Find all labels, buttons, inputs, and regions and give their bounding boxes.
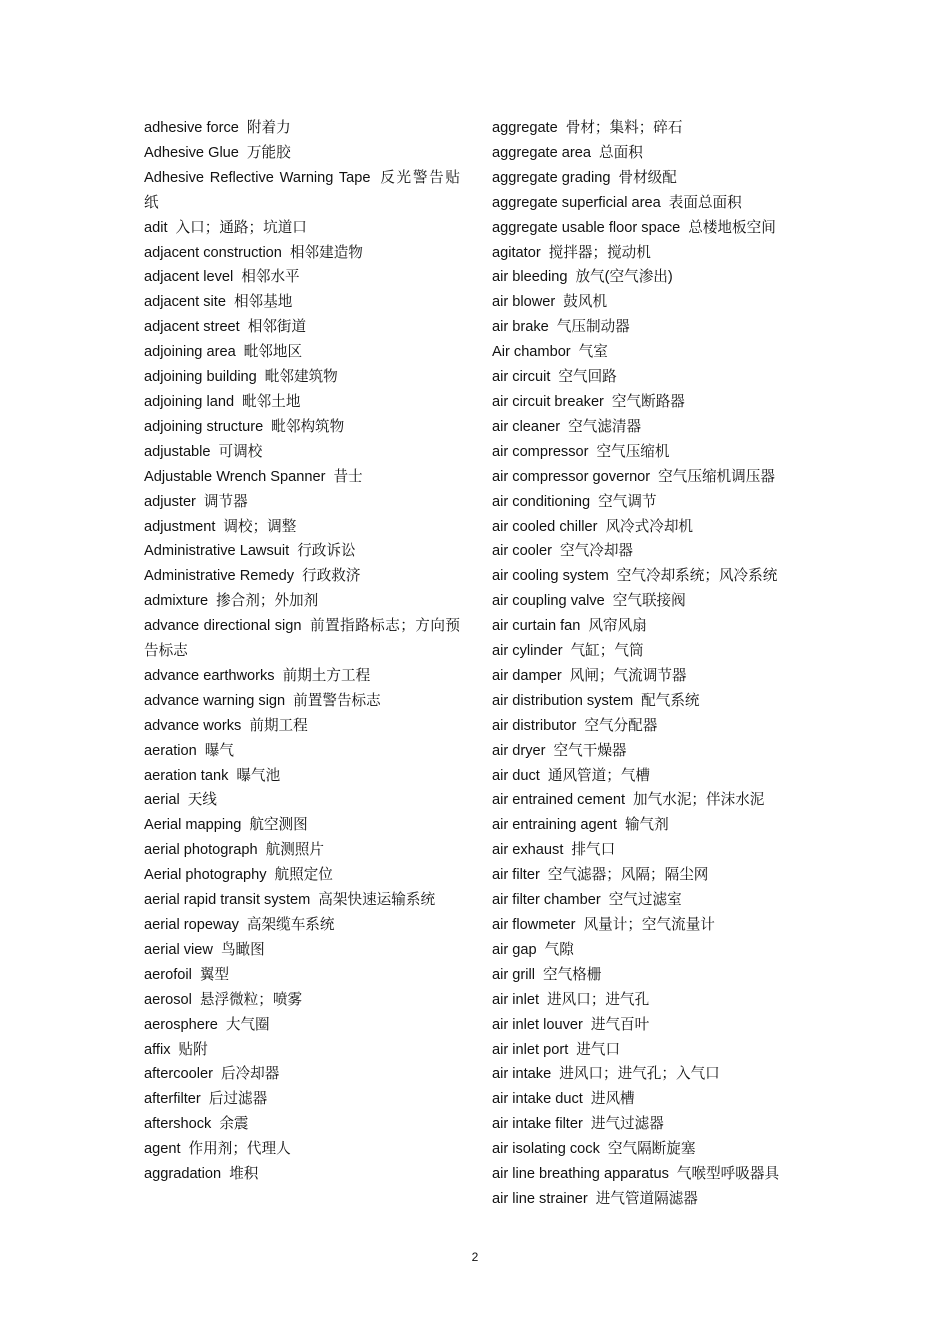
- term-english: air coupling valve: [492, 593, 605, 610]
- glossary-entry: [144, 166, 460, 216]
- term-chinese: 空气隔断旋塞: [607, 1141, 696, 1158]
- term-chinese: 气室: [578, 344, 608, 361]
- term-english: Administrative Lawsuit: [144, 543, 290, 560]
- term-chinese: 相邻水平: [241, 269, 300, 286]
- glossary-entry: [144, 589, 460, 614]
- glossary-entry: [144, 689, 460, 714]
- term-english: air entrained cement: [492, 792, 626, 809]
- term-chinese: 输气剂: [624, 817, 669, 834]
- term-chinese: 进气管道隔滤器: [595, 1190, 698, 1207]
- glossary-entry: [144, 465, 460, 490]
- glossary-entry: [492, 813, 822, 838]
- glossary-entry: [144, 290, 460, 315]
- glossary-entry: [144, 1062, 460, 1087]
- term-chinese: 天线: [187, 792, 217, 809]
- term-english: air circuit: [492, 369, 551, 386]
- term-english: admixture: [144, 593, 209, 610]
- term-english: Air chambor: [492, 344, 571, 361]
- term-chinese: 行政救济: [302, 568, 361, 585]
- glossary-entry: [492, 290, 822, 315]
- glossary-entry: [492, 963, 822, 988]
- term-chinese: 昔士: [333, 468, 363, 485]
- term-chinese: 毗邻土地: [242, 393, 301, 410]
- term-english: adhesive force: [144, 120, 239, 136]
- term-chinese: 毗邻建筑物: [264, 369, 338, 386]
- term-english: adjoining structure: [144, 418, 264, 435]
- term-english: aggregate grading: [492, 169, 611, 186]
- glossary-entry: [492, 539, 822, 564]
- term-english: aerial rapid transit system: [144, 892, 311, 909]
- term-chinese: 后冷却器: [220, 1066, 280, 1083]
- term-english: aftercooler: [144, 1066, 213, 1083]
- term-english: aeration tank: [144, 767, 229, 784]
- glossary-entry: [492, 141, 822, 166]
- glossary-entry: [492, 116, 822, 141]
- glossary-entry: [144, 664, 460, 689]
- glossary-entry: [492, 1087, 822, 1112]
- term-chinese: 空气压缩机调压器: [658, 468, 775, 485]
- glossary-entry: [144, 564, 460, 589]
- term-english: aggregate: [492, 120, 558, 136]
- glossary-entry: [144, 216, 460, 241]
- term-chinese: 配气系统: [641, 692, 700, 709]
- term-english: Aerial photography: [144, 867, 267, 884]
- term-english: adjacent level: [144, 269, 234, 286]
- term-english: adjoining area: [144, 344, 236, 361]
- term-chinese: 空气联接阀: [612, 593, 686, 610]
- term-chinese: 气喉型呼吸器具: [676, 1166, 780, 1183]
- term-chinese: 骨材；集料；碎石: [565, 120, 683, 136]
- term-chinese: 空气冷却器: [560, 543, 634, 560]
- term-chinese: 风帘风扇: [588, 618, 647, 635]
- term-chinese: 调校；调整: [223, 518, 297, 535]
- glossary-entry: [144, 739, 460, 764]
- term-chinese: 表面总面积: [668, 194, 742, 211]
- glossary-entry: [492, 440, 822, 465]
- term-chinese: 进风口；进气孔；入气口: [559, 1066, 720, 1083]
- term-english: air curtain fan: [492, 618, 581, 635]
- glossary-entry: [144, 988, 460, 1013]
- term-chinese: 曝气池: [236, 767, 281, 784]
- term-chinese: 堆积: [229, 1166, 259, 1183]
- term-chinese: 放气(空气渗出): [575, 269, 673, 286]
- term-chinese: 风量计；空气流量计: [583, 917, 715, 933]
- glossary-entry: [492, 589, 822, 614]
- glossary-entry: [144, 365, 460, 390]
- glossary-entry: [492, 191, 822, 216]
- term-chinese: 曝气: [204, 742, 234, 759]
- glossary-entry: [492, 988, 822, 1013]
- glossary-entry: [144, 1162, 460, 1187]
- glossary-entry: [492, 415, 822, 440]
- glossary-entry: [492, 1038, 822, 1063]
- glossary-entry: [144, 888, 460, 913]
- term-english: air cleaner: [492, 418, 561, 435]
- term-english: aerial view: [144, 941, 213, 958]
- term-english: aftershock: [144, 1116, 212, 1133]
- term-chinese: 空气格栅: [542, 966, 602, 983]
- glossary-entry: [492, 365, 822, 390]
- term-english: aggradation: [144, 1166, 222, 1183]
- term-chinese: 进气过滤器: [590, 1116, 664, 1133]
- term-english: advance directional sign: [144, 618, 302, 635]
- term-chinese: 相邻基地: [233, 294, 293, 311]
- glossary-entry: [492, 241, 822, 266]
- term-english: Administrative Remedy: [144, 568, 295, 585]
- term-chinese: 风闸；气流调节器: [569, 667, 687, 684]
- term-chinese: 前置警告标志: [293, 692, 381, 709]
- term-english: adjoining building: [144, 369, 257, 386]
- term-english: air filter chamber: [492, 892, 601, 909]
- term-chinese: 前期土方工程: [282, 667, 371, 684]
- term-chinese: 风冷式冷却机: [605, 518, 694, 535]
- term-english: aerial: [144, 792, 180, 809]
- term-chinese: 前置指路标志；方向预告标志: [144, 618, 460, 660]
- term-chinese: 总楼地板空间: [688, 219, 776, 236]
- glossary-entry: [492, 265, 822, 290]
- glossary-entry: [144, 241, 460, 266]
- glossary-entry: [492, 639, 822, 664]
- term-english: air duct: [492, 767, 540, 784]
- term-english: adjacent street: [144, 319, 240, 336]
- term-chinese: 空气回路: [558, 369, 617, 386]
- glossary-entry: [144, 863, 460, 888]
- term-chinese: 空气干燥器: [553, 742, 627, 759]
- term-chinese: 前期工程: [249, 717, 308, 734]
- glossary-entry: [492, 315, 822, 340]
- term-english: air cooler: [492, 543, 553, 560]
- term-english: air compressor: [492, 443, 589, 460]
- term-english: air distribution system: [492, 692, 634, 709]
- term-chinese: 航空测图: [249, 817, 308, 834]
- term-chinese: 鼓风机: [563, 294, 608, 311]
- term-chinese: 气缸；气筒: [570, 643, 644, 660]
- term-chinese: 加气水泥；伴沫水泥: [633, 792, 765, 809]
- glossary-entry: [492, 689, 822, 714]
- glossary-entry: [492, 764, 822, 789]
- glossary-entry: [492, 1062, 822, 1087]
- term-chinese: 可调校: [218, 443, 263, 460]
- term-chinese: 航照定位: [274, 867, 333, 884]
- term-english: Adhesive Glue: [144, 144, 239, 161]
- term-english: aerofoil: [144, 966, 192, 983]
- glossary-entry: [144, 440, 460, 465]
- term-english: air brake: [492, 319, 549, 336]
- term-chinese: 毗邻构筑物: [271, 418, 345, 435]
- glossary-column-right: [492, 116, 822, 1212]
- term-english: Adjustable Wrench Spanner: [144, 468, 326, 485]
- term-english: air flowmeter: [492, 917, 576, 933]
- glossary-entry: [492, 166, 822, 191]
- term-english: air exhaust: [492, 842, 564, 859]
- term-chinese: 航测照片: [265, 842, 324, 859]
- term-chinese: 搅拌器；搅动机: [548, 244, 651, 261]
- term-chinese: 鸟瞰图: [220, 941, 265, 958]
- glossary-entry: [144, 1013, 460, 1038]
- term-english: aggregate superficial area: [492, 194, 661, 211]
- term-chinese: 空气调节: [598, 493, 657, 510]
- glossary-entry: [492, 838, 822, 863]
- term-english: agent: [144, 1141, 181, 1158]
- term-chinese: 翼型: [199, 966, 230, 983]
- term-chinese: 进风槽: [590, 1091, 635, 1108]
- glossary-entry: [492, 1137, 822, 1162]
- term-english: aggregate area: [492, 144, 591, 161]
- term-chinese: 贴附: [178, 1041, 208, 1058]
- term-english: air inlet port: [492, 1041, 569, 1058]
- term-english: air cylinder: [492, 643, 563, 660]
- term-english: aggregate usable floor space: [492, 219, 681, 236]
- term-chinese: 相邻街道: [247, 319, 307, 336]
- glossary-entry: [144, 913, 460, 938]
- term-english: air filter: [492, 867, 540, 884]
- glossary-entry: [144, 116, 460, 141]
- glossary-entry: [492, 888, 822, 913]
- glossary-entry: [144, 490, 460, 515]
- term-chinese: 余震: [219, 1116, 249, 1133]
- term-chinese: 高架快速运输系统: [318, 892, 436, 909]
- glossary-entry: [492, 664, 822, 689]
- term-chinese: 万能胶: [246, 144, 291, 161]
- glossary-entry: [492, 739, 822, 764]
- term-english: adjoining land: [144, 393, 235, 410]
- term-chinese: 排气口: [571, 842, 616, 859]
- term-english: aerosphere: [144, 1016, 218, 1033]
- term-chinese: 空气冷却系统；风冷系统: [616, 568, 778, 585]
- glossary-entry: [144, 938, 460, 963]
- term-english: air line breathing apparatus: [492, 1166, 669, 1183]
- glossary-entry: [144, 838, 460, 863]
- term-english: air grill: [492, 966, 535, 983]
- term-english: adjacent site: [144, 294, 226, 311]
- term-chinese: 总面积: [599, 144, 643, 161]
- glossary-entry: [144, 515, 460, 540]
- term-english: air cooled chiller: [492, 518, 598, 535]
- term-english: afterfilter: [144, 1091, 201, 1108]
- glossary-entry: [492, 788, 822, 813]
- term-english: aerosol: [144, 991, 192, 1008]
- term-english: advance works: [144, 717, 242, 734]
- term-english: air blower: [492, 294, 556, 311]
- term-english: air bleeding: [492, 269, 568, 286]
- term-chinese: 气隙: [544, 941, 574, 958]
- glossary-entry: [492, 390, 822, 415]
- term-english: adjustment: [144, 518, 216, 535]
- term-english: aeration: [144, 742, 197, 759]
- term-english: adjustable: [144, 443, 211, 460]
- term-english: agitator: [492, 244, 541, 261]
- term-chinese: 掺合剂；外加剂: [216, 593, 319, 610]
- term-english: aerial photograph: [144, 842, 258, 859]
- term-english: air intake duct: [492, 1091, 583, 1108]
- term-chinese: 大气圈: [225, 1016, 270, 1033]
- term-chinese: 进气百叶: [590, 1016, 650, 1033]
- glossary-entry: [492, 490, 822, 515]
- glossary-entry: [492, 913, 822, 938]
- glossary-entry: [144, 1112, 460, 1137]
- glossary-entry: [144, 764, 460, 789]
- glossary-entry: [492, 614, 822, 639]
- glossary-entry: [492, 1013, 822, 1038]
- glossary-entry: [492, 714, 822, 739]
- term-chinese: 空气滤器；风隔；隔尘网: [547, 867, 709, 884]
- term-chinese: 空气过滤室: [608, 892, 682, 909]
- glossary-entry: [144, 1038, 460, 1063]
- term-english: air gap: [492, 941, 537, 958]
- term-chinese: 行政诉讼: [297, 543, 356, 560]
- glossary-column-left: [144, 116, 460, 1187]
- glossary-entry: [492, 564, 822, 589]
- term-english: affix: [144, 1041, 171, 1058]
- term-english: air inlet louver: [492, 1016, 583, 1033]
- term-english: air intake: [492, 1066, 552, 1083]
- term-english: air isolating cock: [492, 1141, 600, 1158]
- term-english: aerial ropeway: [144, 917, 239, 933]
- glossary-entry: [144, 1137, 460, 1162]
- term-english: adjacent construction: [144, 244, 282, 261]
- term-english: air conditioning: [492, 493, 591, 510]
- term-chinese: 进风口；进气孔: [547, 991, 650, 1008]
- glossary-entry: [144, 265, 460, 290]
- term-english: air inlet: [492, 991, 540, 1008]
- term-chinese: 调节器: [203, 493, 248, 510]
- glossary-entry: [144, 788, 460, 813]
- term-chinese: 空气断路器: [611, 393, 685, 410]
- term-chinese: 空气滤清器: [568, 418, 642, 435]
- term-english: air circuit breaker: [492, 393, 604, 410]
- glossary-entry: [144, 714, 460, 739]
- term-english: air distributor: [492, 717, 577, 734]
- term-english: advance earthworks: [144, 667, 275, 684]
- glossary-entry: [492, 340, 822, 365]
- term-english: adit: [144, 219, 168, 236]
- term-chinese: 高架缆车系统: [246, 917, 335, 933]
- glossary-entry: [492, 1187, 822, 1212]
- glossary-entry: [492, 465, 822, 490]
- term-chinese: 入口；通路；坑道口: [175, 219, 307, 236]
- term-english: air compressor governor: [492, 468, 651, 485]
- term-chinese: 悬浮微粒；喷雾: [199, 991, 303, 1008]
- glossary-entry: [144, 340, 460, 365]
- term-chinese: 进气口: [576, 1041, 621, 1058]
- term-english: Aerial mapping: [144, 817, 242, 834]
- term-english: air cooling system: [492, 568, 609, 585]
- page-number: 2: [471, 1250, 479, 1264]
- term-english: air line strainer: [492, 1190, 588, 1207]
- term-english: air entraining agent: [492, 817, 617, 834]
- glossary-entry: [492, 863, 822, 888]
- glossary-entry: [492, 515, 822, 540]
- term-chinese: 反光警告贴纸: [144, 169, 460, 211]
- term-chinese: 后过滤器: [208, 1091, 268, 1108]
- term-english: air intake filter: [492, 1116, 583, 1133]
- term-english: air damper: [492, 667, 562, 684]
- glossary-entry: [492, 216, 822, 241]
- glossary-entry: [144, 415, 460, 440]
- glossary-entry: [492, 1112, 822, 1137]
- glossary-entry: [144, 614, 460, 664]
- term-chinese: 附着力: [246, 120, 291, 136]
- glossary-entry: [144, 390, 460, 415]
- glossary-entry: [144, 963, 460, 988]
- glossary-entry: [492, 1162, 822, 1187]
- glossary-entry: [144, 1087, 460, 1112]
- term-chinese: 气压制动器: [556, 319, 630, 336]
- glossary-entry: [492, 938, 822, 963]
- term-english: adjuster: [144, 493, 196, 510]
- term-chinese: 空气压缩机: [596, 443, 670, 460]
- term-chinese: 相邻建造物: [289, 244, 363, 261]
- glossary-entry: [144, 141, 460, 166]
- term-chinese: 毗邻地区: [243, 344, 303, 361]
- term-chinese: 空气分配器: [584, 717, 658, 734]
- term-english: advance warning sign: [144, 692, 286, 709]
- glossary-entry: [144, 539, 460, 564]
- term-chinese: 通风管道；气槽: [547, 767, 651, 784]
- term-english: air dryer: [492, 742, 546, 759]
- term-chinese: 骨材级配: [618, 169, 677, 186]
- term-english: Adhesive Reflective Warning Tape: [144, 169, 371, 186]
- glossary-entry: [144, 813, 460, 838]
- term-chinese: 作用剂；代理人: [188, 1141, 291, 1158]
- glossary-entry: [144, 315, 460, 340]
